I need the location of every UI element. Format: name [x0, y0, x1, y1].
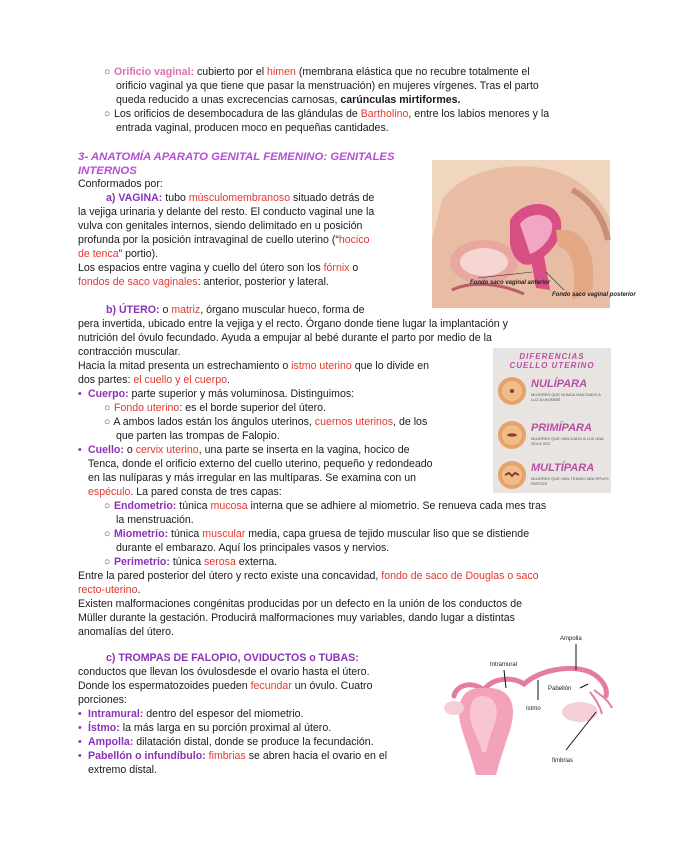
text-line	[78, 360, 429, 373]
term: de tenca	[78, 248, 119, 260]
term: fecundar	[250, 680, 292, 692]
trompas-heading	[106, 652, 359, 665]
term: recto-uterino	[78, 584, 138, 596]
bullet-endometrio: ○ Endometrio: túnica mucosa interna que se adhiere al miometrio. Se renueva cada mes tras	[104, 500, 547, 512]
text-line: anomalías del útero.	[78, 626, 174, 638]
text-line: que parten las trompas de Falopio.	[116, 430, 280, 442]
cervix-label: NULÍPARA	[531, 378, 588, 390]
utero-label: b) ÚTERO:	[106, 304, 160, 316]
text-line	[78, 276, 329, 289]
label-ampolla: Ampolla	[560, 636, 582, 642]
term-label: Ístmo:	[88, 722, 120, 734]
cervix-label: PRIMÍPARA	[531, 422, 592, 434]
text: dentro del espesor del miometrio.	[143, 708, 304, 720]
text-line	[78, 584, 140, 597]
text: . La pared consta de tres capas:	[130, 486, 282, 498]
himen-term: himen	[267, 66, 296, 78]
term: músculomembranoso	[188, 192, 291, 204]
text: Los orificios de desembocadura de las glándulas de	[113, 108, 361, 120]
bullet-orificio: ○ Orificio vaginal: cubierto por el himen (membrana elástica que no recubre totalmente el	[104, 66, 530, 78]
text: túnica	[176, 500, 211, 512]
text-line: conductos que llevan los óvulosdesde el ovario hasta el útero.	[78, 666, 370, 678]
text: o	[349, 262, 359, 274]
caption-posterior: Fondo saco vaginal posterior	[552, 292, 636, 298]
text-line: extremo distal.	[88, 764, 157, 776]
cuerpo-label: Cuerpo:	[88, 388, 129, 400]
text: un óvulo. Cuatro	[291, 680, 373, 692]
cervix-item	[497, 460, 527, 494]
text-line: Tenca, donde el orificio externo del cuello uterino, pequeño y redondeado	[88, 458, 433, 470]
term: fimbrias	[208, 750, 246, 762]
text-line	[116, 94, 616, 107]
term: serosa	[204, 556, 236, 568]
term: el cuello y el cuerpo	[133, 374, 227, 386]
text: situado detrás de	[290, 192, 375, 204]
term: espéculo	[88, 486, 131, 498]
bullet-miometrio: ○ Miometrio: túnica muscular media, capa gruesa de tejido muscular liso que se distiende	[104, 528, 530, 540]
text-line: la menstruación.	[116, 514, 194, 526]
cervix-multipara-icon	[497, 460, 527, 490]
bullet-pabellon: • Pabellón o infundíbulo: fimbrias se abren hacia el ovario en el	[78, 750, 388, 762]
text: se abren hacia el ovario en el	[245, 750, 388, 762]
text: (membrana elástica que no recubre totalmente el	[295, 66, 530, 78]
cervix-item	[497, 376, 527, 410]
text: , órgano muscular hueco, forma de	[200, 304, 365, 316]
cervix-desc: MUJERES QUE HAN TENIDO MÚLTIPLES PARTOS	[531, 476, 609, 486]
bullet-fondo: ○ Fondo uterino: es el borde superior del útero.	[104, 402, 326, 414]
text: o	[159, 304, 172, 316]
utero-line	[106, 304, 364, 317]
term-label: Intramural:	[88, 708, 144, 720]
bartholino-term: Bartholino	[360, 108, 409, 120]
cervix-desc: MUJERES QUE NUNCA HAN DADO A LUZ A UN BEBÉ	[531, 392, 601, 402]
text-line: Conformados por:	[78, 178, 163, 190]
bullet-bartholino: ○ Los orificios de desembocadura de las glándulas de Bartholino, entre los labios menores y la	[104, 108, 550, 120]
bullet-cuerpo: • Cuerpo: parte superior y más voluminosa. Distinguimos:	[78, 388, 355, 400]
text-line: en las nulíparas y más irregular en las multíparas. Se examina con un	[88, 472, 416, 484]
bullet-cuello: • Cuello: o cervix uterino, una parte se inserta en la vagina, hocico de	[78, 444, 410, 456]
label-pabellon: Pabellón	[548, 686, 572, 692]
text-line: contracción muscular.	[78, 346, 181, 358]
text: .	[227, 374, 230, 386]
section-heading-cont: INTERNOS	[78, 165, 137, 177]
term: istmo uterino	[291, 360, 352, 372]
bullet-angulos: ○ A ambos lados están los ángulos uterinos, cuernos uterinos, de los	[104, 416, 428, 428]
text: la más larga en su porción proximal al útero.	[119, 722, 332, 734]
text-line: pera invertida, ubicado entre la vejiga y el recto. Órgano donde tiene lugar la implantación y	[78, 318, 508, 330]
text: que lo divide en	[351, 360, 429, 372]
text: ” portio).	[118, 248, 159, 260]
text-line: entrada vaginal, producen moco en pequeñas cantidades.	[116, 122, 389, 134]
trompas-label: c) TROMPAS DE FALOPIO, OVIDUCTOS o TUBAS:	[106, 652, 359, 664]
cervix-desc: MUJERES QUE HAN DADO A LUZ UNA SOLA VEZ	[531, 436, 604, 446]
text: dos partes:	[78, 374, 134, 386]
fallopian-svg	[440, 630, 616, 780]
cervix-item	[497, 420, 527, 454]
text: Donde los espermatozoides pueden	[78, 680, 251, 692]
text-line: nutrición del óvulo fecundado. Ayuda a empujar al bebé durante el parto por medio de la	[78, 332, 492, 344]
text: queda reducido a unas excrecencias carnosas,	[116, 94, 341, 106]
pelvis-illustration	[432, 160, 636, 308]
cervix-nulipara-icon	[497, 376, 527, 406]
text: Entre la pared posterior del útero y recto existe una concavidad,	[78, 570, 382, 582]
text-line	[78, 374, 230, 387]
term: cuernos uterinos	[314, 416, 394, 428]
fallopian-tube-diagram	[440, 630, 616, 780]
vagina-label: a) VAGINA:	[106, 192, 163, 204]
text-line	[78, 234, 370, 247]
text: cubierto por el	[194, 66, 268, 78]
term: hocico	[338, 234, 370, 246]
text: A ambos lados están los ángulos uterinos,	[113, 416, 315, 428]
text-line	[88, 486, 282, 499]
text: interna que se adhiere al miometrio. Se renueva cada mes tras	[247, 500, 547, 512]
cervix-label: MULTÍPARA	[531, 462, 595, 474]
text: media, capa gruesa de tejido muscular liso que se distiende	[245, 528, 530, 540]
text-line	[78, 570, 539, 583]
text-line: Müller durante la gestación. Producirá malformaciones muy variables, dando lugar a distintas	[78, 612, 515, 624]
label-istmo: Istmo	[526, 706, 541, 712]
text: : anterior, posterior y lateral.	[197, 276, 329, 288]
term-label: Ampolla:	[88, 736, 134, 748]
pelvis-svg	[432, 160, 636, 308]
term-label: Pabellón o infundíbulo:	[88, 750, 206, 762]
caruncula-term: carúnculas mirtiformes.	[340, 94, 461, 106]
cuello-label: Cuello:	[88, 444, 124, 456]
term: muscular	[202, 528, 246, 540]
text-line: Existen malformaciones congénitas producidas por un defecto en la unión de los conductos de	[78, 598, 523, 610]
text: parte superior y más voluminosa. Distinguimos:	[128, 388, 355, 400]
cervix-differences-figure	[493, 348, 611, 493]
text: túnica	[168, 528, 203, 540]
label-intramural: Intramural	[490, 662, 518, 668]
label-fimbrias: fimbrias	[552, 758, 574, 764]
text-line	[78, 248, 158, 261]
text: túnica	[169, 556, 205, 568]
term: Fondo uterino	[113, 402, 180, 414]
bullet-perimetrio: ○ Perimetrio: túnica serosa externa.	[104, 556, 278, 568]
term: cervix uterino	[135, 444, 199, 456]
text: Los espacios entre vagina y cuello del útero son los	[78, 262, 324, 274]
bullet-intramural: • Intramural: dentro del espesor del miometrio.	[78, 708, 304, 720]
term: fondo de saco de Douglas o saco	[381, 570, 539, 582]
term-label: Miometrio:	[113, 528, 169, 540]
term-label: Perimetrio:	[113, 556, 170, 568]
text: o	[123, 444, 136, 456]
text-line	[78, 680, 372, 693]
text-line: orificio vaginal ya que tiene que pasar la menstruación) en mujeres vírgenes. Tras el parto	[116, 80, 539, 92]
term: matriz	[171, 304, 201, 316]
cervix-primipara-icon	[497, 420, 527, 450]
text: profunda por la posición intravaginal de cuello uterino (“	[78, 234, 339, 246]
text: .	[137, 584, 141, 596]
vagina-line	[106, 192, 374, 205]
text-line: vulva con genitales internos, siendo delimitado en u posición	[78, 220, 363, 232]
orificio-label: Orificio vaginal:	[113, 66, 195, 78]
text: , una parte se inserta en la vagina, hocico de	[198, 444, 410, 456]
figure-title: DIFERENCIAS	[519, 352, 585, 361]
text: , entre los labios menores y la	[408, 108, 550, 120]
caption-anterior: Fondo saco vaginal anterior	[470, 280, 551, 286]
text: externa.	[235, 556, 278, 568]
text-line: durante el embarazo. Aquí los principales vasos y nervios.	[116, 542, 390, 554]
text-line	[78, 262, 358, 275]
section-heading: 3- ANATOMÍA APARATO GENITAL FEMENINO: GENITALES	[78, 151, 395, 163]
bullet-ampolla: • Ampolla: dilatación distal, donde se produce la fecundación.	[78, 736, 374, 748]
term-label: Endometrio:	[113, 500, 177, 512]
bullet-istmo: • Ístmo: la más larga en su porción proximal al útero.	[78, 722, 332, 734]
text: : es el borde superior del útero.	[179, 402, 326, 414]
figure-title-cont: CUELLO UTERINO	[509, 361, 595, 370]
term: fórnix	[323, 262, 350, 274]
term: mucosa	[210, 500, 248, 512]
text: Hacia la mitad presenta un estrechamiento o	[78, 360, 292, 372]
text: tubo	[162, 192, 189, 204]
text: , de los	[393, 416, 428, 428]
text: dilatación distal, donde se produce la fecundación.	[133, 736, 374, 748]
text-line: la vejiga urinaria y delante del resto. El conducto vaginal une la	[78, 206, 375, 218]
text-line: porciones:	[78, 694, 127, 706]
term: fondos de saco vaginales	[78, 276, 198, 288]
